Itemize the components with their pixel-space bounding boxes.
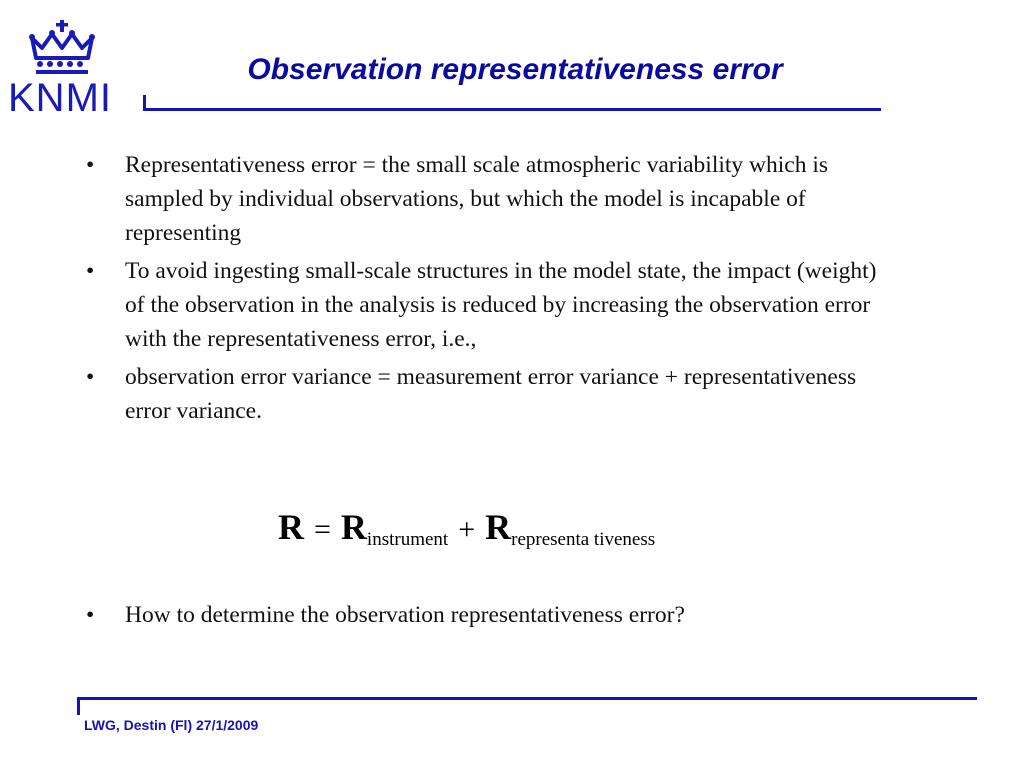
knmi-logo	[8, 18, 116, 120]
bullet-list	[80, 148, 900, 432]
bullet-list-secondary	[80, 598, 900, 636]
formula-lhs: R	[278, 507, 304, 547]
bullet-text: observation error variance = measurement error variance + representativeness error variance.	[125, 364, 857, 424]
bullet-dot: •	[86, 152, 95, 178]
footer-text: LWG, Destin (Fl) 27/1/2009	[84, 717, 259, 733]
bullet-text: To avoid ingesting small-scale structures in the model state, the impact (weight) of the observation in the analysis is reduced by increasing the observation error with the representativeness error, i.e.,	[125, 258, 877, 352]
logo-text: KNMI	[8, 76, 112, 120]
bullet-text: Representativeness error = the small scale atmospheric variability which is sampled by individual observations, but which the model is incapable of representing	[125, 152, 829, 246]
bullet-dot: •	[86, 602, 95, 628]
formula-term2-subscript: representa tiveness	[511, 529, 656, 550]
formula-plus: +	[458, 513, 476, 546]
formula-term1: R	[340, 507, 367, 547]
bullet-item	[80, 148, 900, 250]
formula-term1-subscript: instrument	[366, 529, 449, 550]
page-title: Observation representativeness error	[247, 53, 783, 86]
bullet-item	[80, 598, 900, 632]
bullet-text: How to determine the observation representativeness error?	[125, 602, 685, 628]
formula-equals: =	[314, 513, 331, 546]
formula-term2: R	[485, 507, 512, 547]
bullet-item	[80, 360, 900, 428]
formula	[278, 506, 655, 548]
crown-icon	[28, 18, 98, 78]
bullet-dot: •	[86, 364, 95, 390]
bullet-item	[80, 254, 900, 356]
footer-divider	[77, 697, 977, 715]
bullet-dot: •	[86, 258, 95, 284]
title-divider	[143, 95, 881, 111]
